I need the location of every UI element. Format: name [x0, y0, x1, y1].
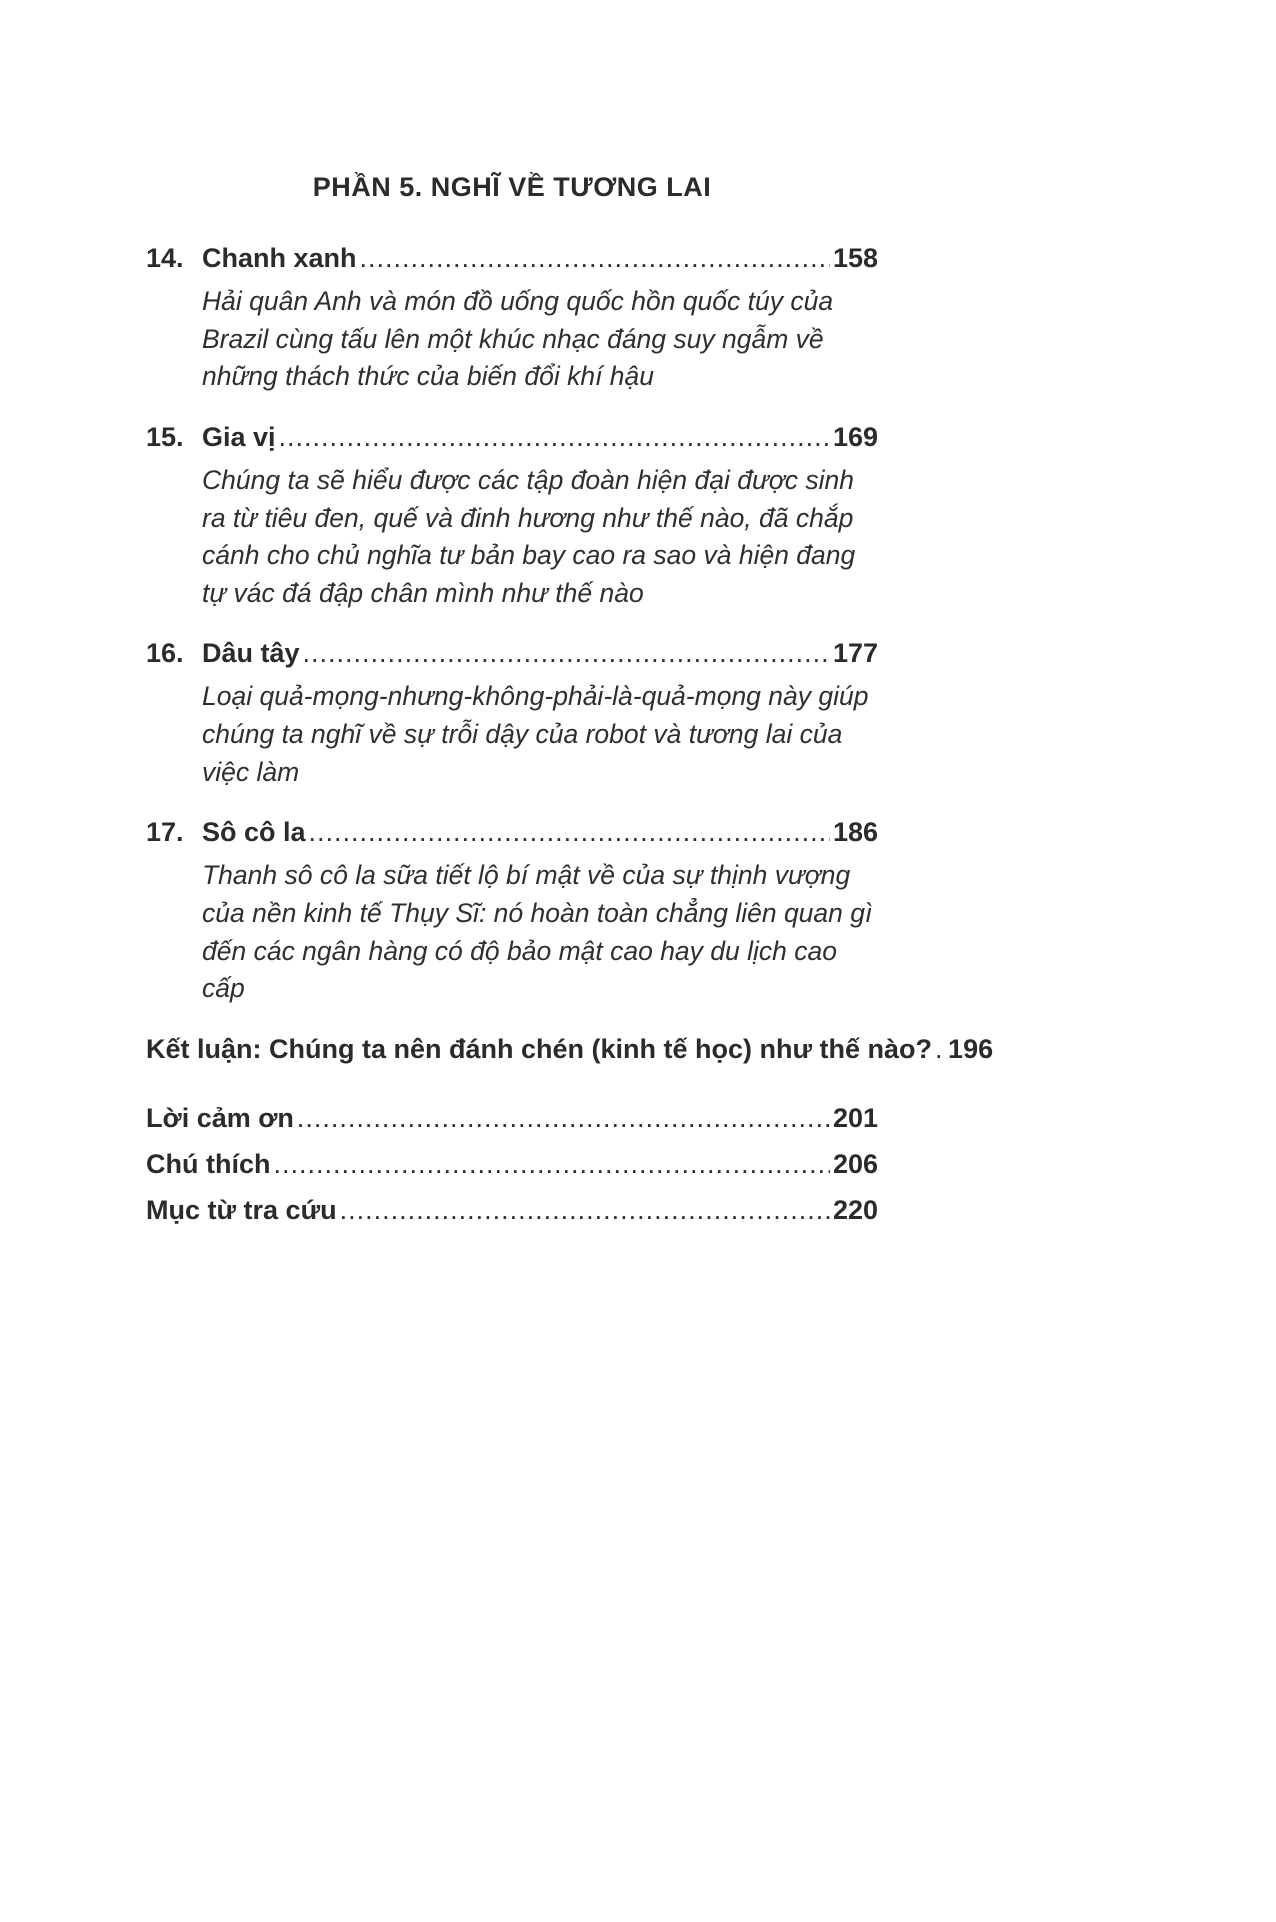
toc-entry-line [146, 243, 878, 274]
chapter-number: 15. [146, 421, 184, 452]
toc-entry-acknowledgements [146, 1103, 878, 1134]
chapter-title: Sô cô la [202, 817, 306, 848]
chapter-description: Loại quả-mọng-nhưng-không-phải-là-quả-mọng này giúp chúng ta nghĩ về sự trỗi dậy của robot và tương lai của việc làm [202, 681, 869, 787]
chapter-number: 14. [146, 243, 184, 273]
backmatter-title: Mục từ tra cứu [146, 1194, 337, 1225]
page-number: 186 [832, 817, 878, 848]
page-number: 169 [832, 421, 878, 452]
chapter-title: Dâu tây [202, 638, 300, 669]
chapter-title: Gia vị [202, 421, 276, 452]
back-matter [146, 1103, 878, 1226]
page-number: 158 [832, 243, 878, 273]
dot-leader [279, 422, 830, 453]
section-title: PHẦN 5. NGHĨ VỀ TƯƠNG LAI [312, 172, 712, 202]
chapter-description: Thanh sô cô la sữa tiết lộ bí mật về của sự thịnh vượng của nền kinh tế Thụy Sĩ: nó hoàn toàn chẳng liên quan gì đến các ngân hàng có độ bảo mật cao hay du lịch cao cấp [202, 860, 873, 1004]
conclusion-title: Kết luận: Chúng ta nên đánh chén (kinh tế học) như thế nào? [146, 1033, 933, 1064]
toc-entry-index [146, 1195, 878, 1226]
dot-leader [303, 638, 830, 669]
chapter-title: Chanh xanh [202, 243, 357, 273]
toc-entry-line [146, 638, 878, 669]
page-number: 220 [832, 1194, 878, 1225]
toc-page [146, 172, 994, 1241]
backmatter-title: Chú thích [146, 1148, 271, 1179]
backmatter-title: Lời cảm ơn [146, 1102, 294, 1133]
page-number: 196 [948, 1033, 994, 1064]
toc-entry-line [146, 422, 878, 453]
page-number: 201 [832, 1102, 878, 1133]
toc-entry-conclusion [146, 1033, 994, 1065]
dot-leader [297, 1103, 830, 1134]
toc-entry [146, 243, 878, 396]
chapter-description: Hải quân Anh và món đồ uống quốc hồn quốc túy của Brazil cùng tấu lên một khúc nhạc đáng suy ngẫm về những thách thức của biến đổi khí hậu [202, 286, 834, 392]
dot-leader [935, 1034, 945, 1065]
dot-leader [340, 1195, 830, 1226]
dot-leader [273, 1149, 829, 1180]
toc-entry-notes [146, 1149, 878, 1180]
toc-entry [146, 817, 878, 1008]
page-number: 206 [832, 1148, 878, 1179]
chapter-number: 17. [146, 817, 184, 848]
dot-leader [360, 243, 830, 274]
dot-leader [309, 817, 830, 848]
toc-entry-line [146, 817, 878, 848]
toc-entry [146, 638, 878, 791]
toc-entry [146, 422, 878, 613]
chapter-number: 16. [146, 638, 184, 669]
chapter-description: Chúng ta sẽ hiểu được các tập đoàn hiện đại được sinh ra từ tiêu đen, quế và đinh hương như thế nào, đã chắp cánh cho chủ nghĩa tư bản bay cao ra sao và hiện đang tự vác đá đập chân mình như thế nào [202, 464, 856, 608]
page-number: 177 [832, 638, 878, 669]
